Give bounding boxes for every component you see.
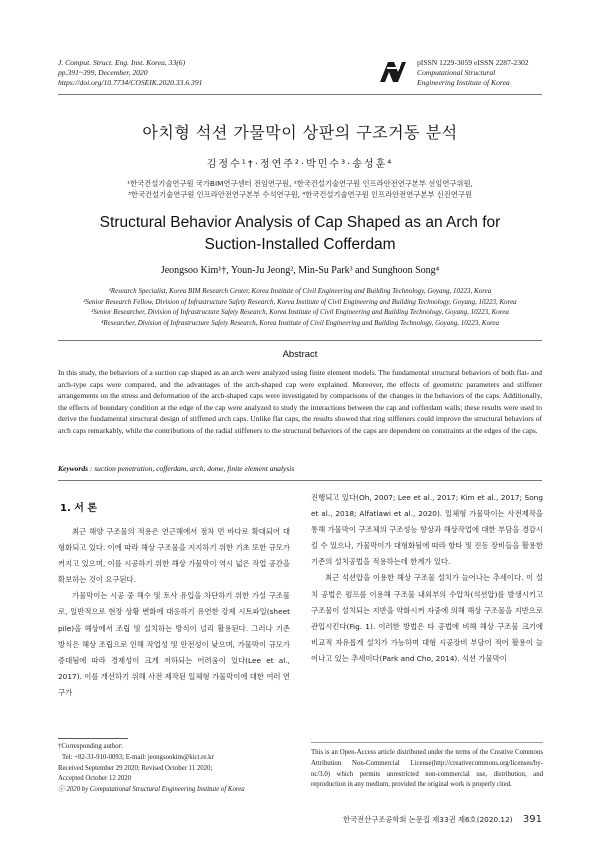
korean-affiliations bbox=[30, 178, 570, 200]
english-affiliation-1: ¹Research Specialist, Korea BIM Research Center, Korea Institute of Civil Engineering and Building Technology, Goyang, 10223, Korea bbox=[108, 287, 492, 295]
issn-line: pISSN 1229-3059 eISSN 2287-2302 bbox=[417, 58, 529, 67]
society-logo-icon bbox=[378, 60, 408, 84]
journal-citation bbox=[58, 58, 202, 88]
accepted-date: Accepted October 12 2020 bbox=[58, 775, 132, 783]
korean-authors: 김정수¹†·정연주²·박민수³·송성훈⁴ bbox=[206, 159, 394, 170]
body-paragraph: 최근 석션압을 이용한 해상 구조물 설치가 늘어나는 추세이다. 이 설치 공법은 펌프를 이용해 구조물 내외부의 수압차(석션압)를 발생시키고 구조물이 설치되는 지반을 약화시켜 자중에 의해 해상 구조물을 지반으로 관입시킨다(Fig. 1). 이러한 방법은 타 공법에 비해 해상 구조물 크기에 비교적 자유롭게 설치가 가능하며 대형 시공장비 부담이 적어 활용이 늘어나고 있는 추세이다(Park and Cho, 2014). 석션 가물막이 bbox=[311, 573, 543, 663]
header-divider bbox=[58, 94, 542, 95]
abstract-heading: Abstract bbox=[282, 349, 318, 360]
footer-journal-info: 한국전산구조공학회 논문집 제33권 제6호(2020.12) bbox=[343, 815, 513, 824]
english-title-line2: Suction-Installed Cofferdam bbox=[204, 236, 396, 253]
society-name-line1: Computational Structural bbox=[417, 68, 496, 77]
body-paragraph: 최근 해양 구조물의 적용은 연근해에서 점차 먼 바다로 확대되어 대형화되고 있다. 이에 따라 해상 구조물을 지지하기 위한 기초 또한 규모가 커지고 있으며, 이를 시공하기 위한 해상 가물막이 역시 넓은 작업 공간을 확보하는 것이 요구된다. bbox=[58, 527, 290, 585]
page-footer bbox=[300, 814, 542, 825]
body-paragraph: 진행되고 있다(Oh, 2007; Lee et al., 2017; Kim et al., 2017; Song et al., 2018; Alfatlawi et al., 2020). 일체형 가물막이는 사전제작을 통해 가물막이 구조체의 구조성능 향상과 해상작업에 대한 부담을 경감시킬 수 있으나, 가물막이가 대형화됨에 따라 항타 및 진동 장비들을 활용한 기존의 설치공법을 적용하는데 한계가 있다. bbox=[311, 493, 543, 567]
english-title-line1: Structural Behavior Analysis of Cap Shaped as an Arch for bbox=[99, 214, 501, 231]
section-heading: 1. 서 론 bbox=[60, 503, 98, 514]
body-paragraph: 가물막이는 시공 중 해수 및 토사 유입을 차단하기 위한 가설 구조물로, 일반적으로 현장 상황 변화에 대응하기 유연한 강제 시트파일(sheet pile)을 해상에서 조립 및 설치하는 방식이 널리 활용된다. 그러나 기존 방식은 해상 조립으로 인해 작업성 및 안전성이 낮으며, 가물막이 규모가 증대됨에 따라 경제성이 크게 저하되는 어려움이 있다(Lee et al., 2017). 이를 개선하기 위해 사전 제작된 일체형 가물막이에 대한 여러 연구가 bbox=[58, 591, 290, 697]
page-number: 391 bbox=[522, 814, 542, 825]
english-affiliation-4: ⁴Researcher, Division of Infrastructure Safety Research, Korea Institute of Civil Engineering and Building Technology, Goyang, 10223, Korea bbox=[100, 318, 500, 327]
right-column bbox=[311, 490, 543, 667]
journal-issn-block bbox=[417, 58, 529, 88]
english-title bbox=[0, 212, 600, 256]
license-divider bbox=[311, 742, 543, 743]
english-affiliation-3: ³Senior Researcher, Division of Infrastructure Safety Research, Korea Institute of Civil Engineering and Building Technology, Goyang, 10223, Korea bbox=[91, 308, 509, 316]
author-footnote bbox=[58, 742, 294, 796]
doi-link[interactable]: https://doi.org/10.7734/COSEIK.2020.33.6.391 bbox=[58, 78, 203, 87]
keywords-line bbox=[58, 464, 542, 473]
open-access-license: This is an Open-Access article distributed under the terms of the Creative Commons Attribution Non-Commercial License(http://creativecommons.org/licenses/by-nc/3.0) which permits unrestricted non-commercial use, distribution, and reproduction in any medium, provided the original work is properly cited. bbox=[311, 749, 543, 789]
received-dates: Received September 29 2020; Revised October 11 2020; bbox=[58, 764, 213, 772]
copyright-notice: ⓒ 2020 by Computational Structural Engineering Institute of Korea bbox=[58, 786, 245, 794]
abstract-bottom-divider bbox=[58, 480, 542, 481]
korean-title: 아치형 석션 가물막이 상판의 구조거동 분석 bbox=[142, 123, 458, 142]
journal-line: J. Comput. Struct. Eng. Inst. Korea, 33(6) bbox=[58, 58, 186, 67]
corresponding-author-label: †Corresponding author: bbox=[58, 743, 123, 750]
footnote-divider bbox=[58, 738, 128, 739]
contact-info: Tel: +82-31-910-0093; E-mail: jeongsookim@kict.re.kr bbox=[62, 753, 214, 761]
english-affiliation-2: ²Senior Research Fellow, Division of Infrastructure Safety Research, Korea Institute of Civil Engineering and Building Technology, Goyang, 10223, Korea bbox=[83, 297, 517, 306]
korean-affiliation-line: ¹한국건설기술연구원 국가BIM연구센터 전임연구원, ²한국건설기술연구원 인프라안전연구본부 선임연구위원, bbox=[127, 179, 473, 188]
abstract-text: In this study, the behaviors of a suction cap shaped as an arch were analyzed using finite element models. The fundamental structural behaviors of both flat- and arch-type caps were compared, and the advantages of the arch-shaped cap were explained. Moreover, the effects of geometric parameters and stiffener arrangements on the stress and deformation of the arch-shaped caps were investigated by comparisons of the changes in the behaviors of the caps. Additionally, the effects of boundary condition at the edge of the cap were analyzed to study the interactions between the cap and cofferdam walls; these results were used to derive the fundamental structural design of stiffened arch caps. Unlike flat caps, the results showed that ring stiffeners could improve the structural behaviors of arch caps remarkably, while the contributions of the radial stiffeners to the structural behaviors of the caps are dependent on constraints at the edges of the caps. bbox=[58, 368, 542, 435]
left-column bbox=[58, 524, 290, 701]
keywords-label: Keywords bbox=[58, 464, 88, 473]
english-authors: Jeongsoo Kim¹†, Youn-Ju Jeong², Min-Su Park³ and Sunghoon Song⁴ bbox=[160, 265, 440, 276]
keywords-text: : suction penetration, cofferdam, arch, dome, finite element analysis bbox=[89, 464, 295, 473]
pages-line: pp.391~399, December, 2020 bbox=[58, 68, 148, 77]
society-name-line2: Engineering Institute of Korea bbox=[417, 78, 510, 87]
abstract-top-divider bbox=[58, 340, 542, 341]
korean-affiliation-line: ³한국건설기술연구원 인프라안전연구본부 수석연구원, ⁴한국건설기술연구원 인프라안전연구본부 신진연구원 bbox=[127, 190, 472, 199]
english-affiliations bbox=[20, 286, 580, 328]
